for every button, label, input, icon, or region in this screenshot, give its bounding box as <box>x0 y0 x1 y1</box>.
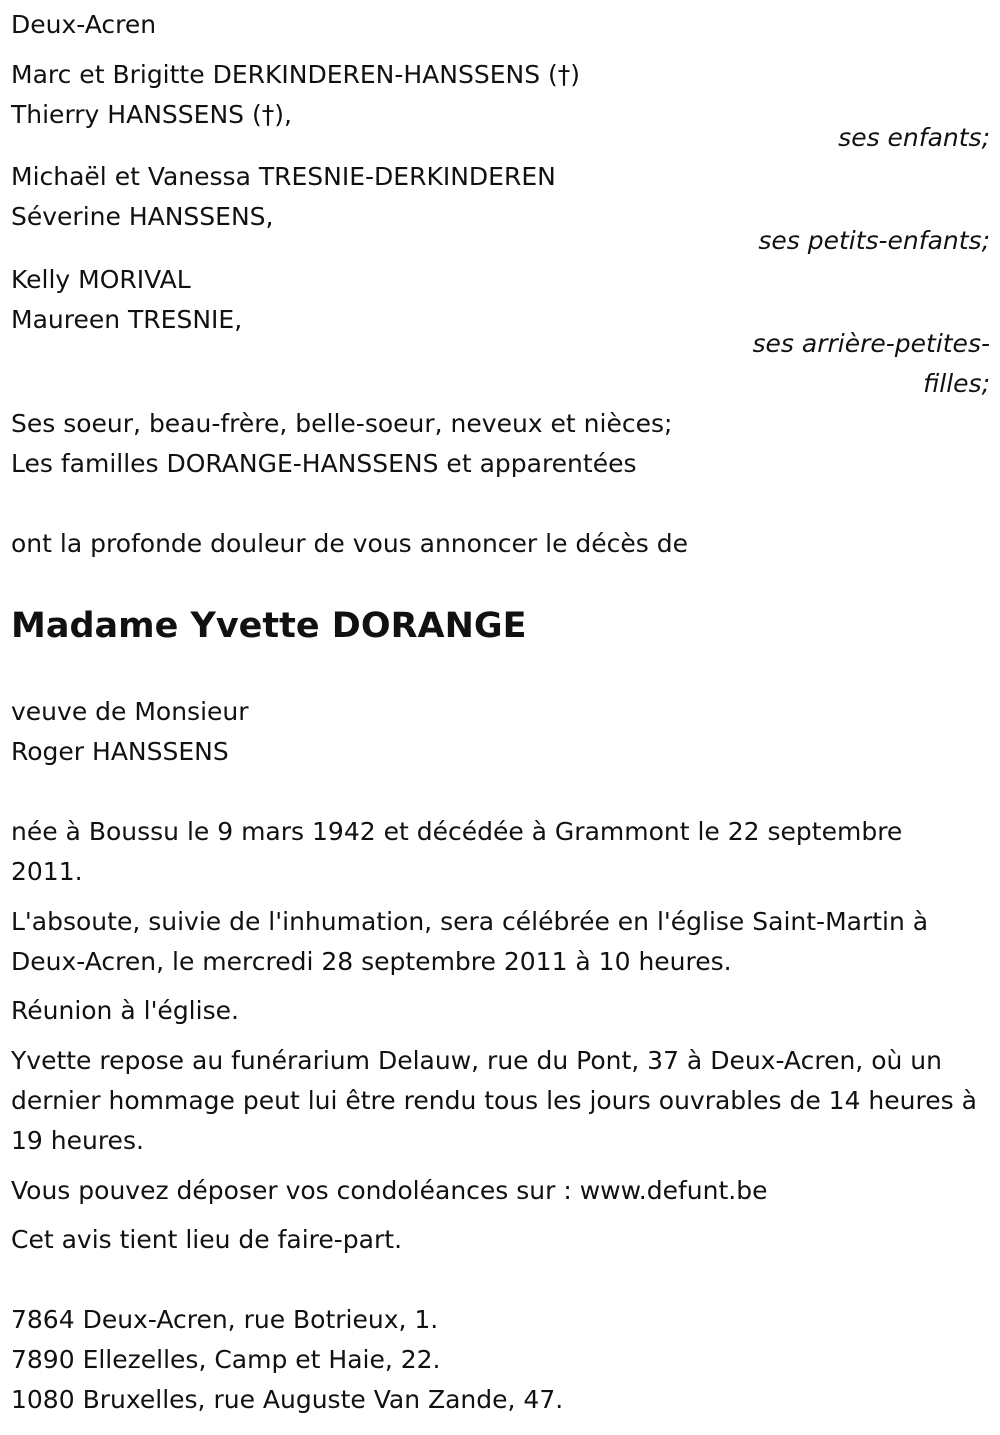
announcement-text: ont la profonde douleur de vous annoncer le décès de <box>11 529 689 558</box>
children-role: ses enfants; <box>838 123 990 152</box>
ceremony-text: L'absoute, suivie de l'inhumation, sera célébrée en l'église Saint-Martin à Deux-Acren, le mercredi 28 septembre 2011 à 10 heures. <box>11 907 929 976</box>
birth-death-text: née à Boussu le 9 mars 1942 et décédée à Grammont le 22 septembre 2011. <box>11 817 903 886</box>
widow-of-line-1: veuve de Monsieur <box>11 697 249 726</box>
deceased-name: Madame Yvette DORANGE <box>11 606 527 646</box>
great-grandchild-line-1: Kelly MORIVAL <box>11 265 191 294</box>
address-line-1: 7864 Deux-Acren, rue Botrieux, 1. <box>11 1305 439 1334</box>
address-line-2: 7890 Ellezelles, Camp et Haie, 22. <box>11 1345 441 1374</box>
widow-of-line-2: Roger HANSSENS <box>11 737 229 766</box>
condolences-text: Vous pouvez déposer vos condoléances sur : www.defunt.be <box>11 1176 768 1205</box>
grandchild-line-1: Michaël et Vanessa TRESNIE-DERKINDEREN <box>11 162 556 191</box>
funeral-home-text: Yvette repose au funérarium Delauw, rue du Pont, 37 à Deux-Acren, où un dernier hommage peut lui être rendu tous les jours ouvrables de 14 heures à 19 heures. <box>11 1046 977 1155</box>
relatives-line-1: Ses soeur, beau-frère, belle-soeur, neveux et nièces; <box>11 409 673 438</box>
notice-text: Cet avis tient lieu de faire-part. <box>11 1225 403 1254</box>
address-line-3: 1080 Bruxelles, rue Auguste Van Zande, 47. <box>11 1385 564 1414</box>
place-heading: Deux-Acren <box>11 10 157 39</box>
child-line-2: Thierry HANSSENS (†), <box>11 100 292 129</box>
grandchildren-role: ses petits-enfants; <box>758 226 990 255</box>
child-line-1: Marc et Brigitte DERKINDEREN-HANSSENS (†) <box>11 60 581 89</box>
grandchild-line-2: Séverine HANSSENS, <box>11 202 274 231</box>
relatives-line-2: Les familles DORANGE-HANSSENS et apparentées <box>11 449 637 478</box>
great-grandchild-line-2: Maureen TRESNIE, <box>11 305 243 334</box>
great-grandchildren-role-line-1: ses arrière-petites- <box>752 329 990 358</box>
great-grandchildren-role-line-2: filles; <box>923 369 990 398</box>
meeting-text: Réunion à l'église. <box>11 996 239 1025</box>
